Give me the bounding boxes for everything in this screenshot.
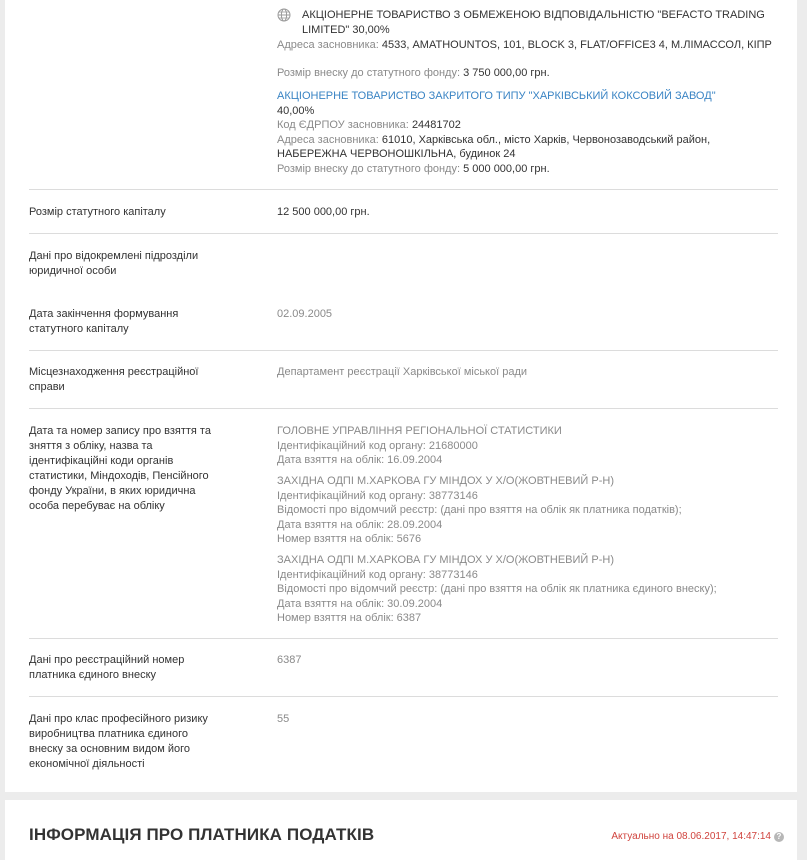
field-registration-location-label: Місцезнаходження реєстраційної справи [29, 366, 199, 393]
field-capital-value: 12 500 000,00 грн. [277, 206, 370, 218]
founder-foreign-address-label: Адреса засновника: [277, 39, 379, 51]
field-capital-end-value: 02.09.2005 [277, 308, 333, 320]
field-registration-location-value: Департамент реєстрації Харківської міської ради [277, 366, 528, 378]
question-circle-icon[interactable]: ? [774, 832, 784, 842]
founder-domestic-link[interactable]: АКЦІОНЕРНЕ ТОВАРИСТВО ЗАКРИТОГО ТИПУ "ХАРКІВСЬКИЙ КОКСОВИЙ ЗАВОД" [277, 90, 716, 102]
registry-entry-title: ГОЛОВНЕ УПРАВЛІННЯ РЕГІОНАЛЬНОЇ СТАТИСТИКИ [277, 425, 562, 437]
registry-entry-line: Відомості про відомчий реєстр: (дані про взяття на облік як платника податків); [277, 504, 682, 516]
divider [29, 408, 778, 409]
actual-date: Актуально на 08.06.2017, 14:47:14 [611, 831, 771, 842]
registry-entry-line: Дата взяття на облік: 16.09.2004 [277, 454, 443, 466]
field-registry-records-label: Дата та номер запису про взяття та зняття з обліку, назва та ідентифікаційні коди органів статистики, Міндоходів, Пенсійного фонду України, в яких юридична особа перебуває на обліку [29, 425, 211, 512]
divider [29, 233, 778, 234]
registry-entry [277, 474, 777, 547]
globe-icon [277, 8, 291, 22]
field-risk-class-value: 55 [277, 713, 290, 725]
field-capital-end-label: Дата закінчення формування статутного капіталу [29, 308, 179, 335]
founder-domestic-address: 61010, Харківська обл., місто Харків, Червонозаводський район, НАБЕРЕЖНА ЧЕРВОНОШКІЛЬНА, будинок 24 [277, 133, 711, 160]
founder-foreign-contribution-label: Розмір внеску до статутного фонду: [277, 67, 461, 79]
registry-entry-title: ЗАХІДНА ОДПІ М.ХАРКОВА ГУ МІНДОХ У Х/О(ЖОВТНЕВИЙ Р-Н) [277, 554, 614, 566]
field-single-tax-number-label: Дані про реєстраційний номер платника єдиного внеску [29, 654, 185, 681]
founder-foreign-address: 4533, AMATHOUNTOS, 101, BLOCK 3, FLAT/OFFICE3 4, М.ЛІМАССОЛ, КІПР [381, 39, 772, 51]
founder-domestic-code: 24481702 [411, 119, 461, 131]
registry-entry-line: Дата взяття на облік: 30.09.2004 [277, 597, 443, 610]
registry-entry-line: Відомості про відомчий реєстр: (дані про взяття на облік як платника єдиного внеску); [277, 583, 717, 595]
taxpayer-info-card [5, 800, 797, 860]
registry-entry-line: Номер взяття на облік: 6387 [277, 612, 422, 624]
company-details-card [5, 0, 797, 792]
field-single-tax-number-value: 6387 [277, 654, 302, 666]
field-risk-class-label: Дані про клас професійного ризику виробництва платника єдиного внеску за основним видом його економічної діяльності [29, 713, 208, 770]
registry-entry-title: ЗАХІДНА ОДПІ М.ХАРКОВА ГУ МІНДОХ У Х/О(ЖОВТНЕВИЙ Р-Н) [277, 475, 614, 487]
founder-domestic [277, 89, 777, 176]
field-capital-label: Розмір статутного капіталу [29, 206, 166, 218]
founder-domestic-contribution: 5 000 000,00 грн. [463, 162, 550, 175]
registry-entry-line: Ідентифікаційний код органу: 38773146 [277, 568, 478, 581]
divider [29, 350, 778, 351]
divider [29, 638, 778, 639]
founder-domestic-contribution-label: Розмір внеску до статутного фонду: [277, 162, 461, 175]
founder-foreign-name: АКЦІОНЕРНЕ ТОВАРИСТВО З ОБМЕЖЕНОЮ ВІДПОВІДАЛЬНІСТЮ "BEFACTO TRADING LIMITED" [302, 9, 765, 36]
registry-entry-line: Ідентифікаційний код органу: 38773146 [277, 489, 478, 502]
registry-entry-line: Дата взяття на облік: 28.09.2004 [277, 518, 443, 531]
divider [29, 189, 778, 190]
divider [29, 696, 778, 697]
founder-domestic-code-label: Код ЄДРПОУ засновника: [277, 119, 409, 131]
registry-entry [277, 553, 777, 626]
founder-foreign-contribution: 3 750 000,00 грн. [463, 67, 550, 79]
registry-entry [277, 424, 777, 468]
founder-domestic-share: 40,00% [277, 104, 315, 117]
field-divisions-label: Дані про відокремлені підрозділи юридичної особи [29, 250, 199, 277]
registry-entry-line: Номер взяття на облік: 5676 [277, 533, 422, 545]
founder-foreign-share: 30,00% [352, 23, 390, 36]
founder-domestic-address-label: Адреса засновника: [277, 133, 379, 146]
section-title: ІНФОРМАЦІЯ ПРО ПЛАТНИКА ПОДАТКІВ [29, 825, 375, 844]
registry-entry-line: Ідентифікаційний код органу: 21680000 [277, 439, 478, 452]
